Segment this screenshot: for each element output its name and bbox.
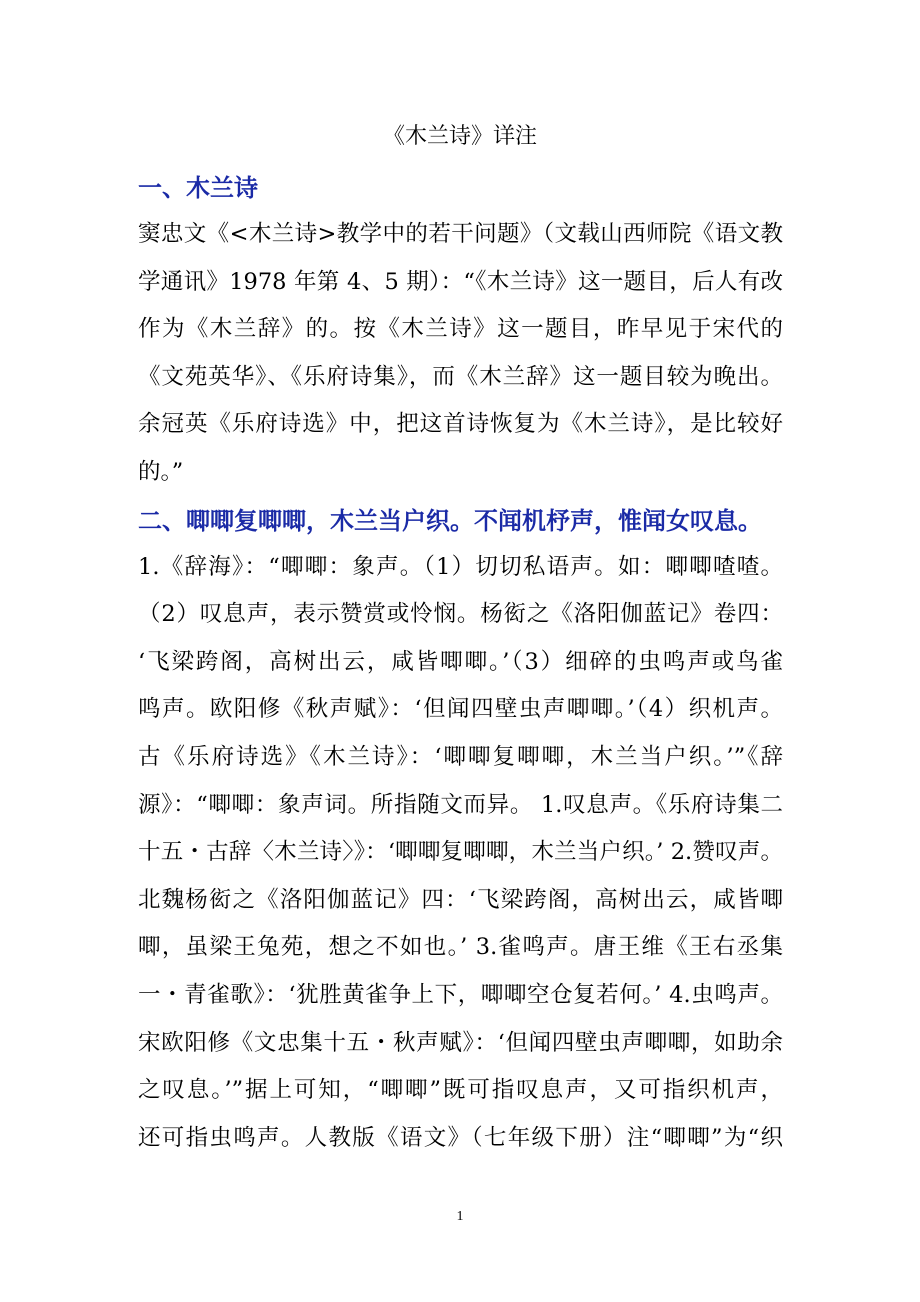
paragraph-line: 宋欧阳修《文忠集十五・秋声赋》：‘但闻四壁虫声唧唧，如助余 <box>138 1029 783 1056</box>
paragraph-line: 古《乐府诗选》《木兰诗》：‘唧唧复唧唧，木兰当户织。’”《辞 <box>138 743 783 770</box>
paragraph-line: 作为《木兰辞》的。按《木兰诗》这一题目，昨早见于宋代的 <box>138 316 783 343</box>
section-1-paragraph <box>138 211 783 497</box>
document-body <box>138 164 783 1162</box>
section-heading-1: 一、木兰诗 <box>138 173 258 202</box>
paragraph-line: 窦忠文《<木兰诗>教学中的若干问题》（文载山西师院《语文教 <box>138 221 783 247</box>
page-number: 1 <box>456 1209 464 1224</box>
paragraph-line: 源》：“唧唧：象声词。所指随文而异。 1.叹息声。《乐府诗集二 <box>138 791 783 818</box>
paragraph-line: 余冠英《乐府诗选》中，把这首诗恢复为《木兰诗》，是比较好 <box>138 411 783 438</box>
paragraph-line: 《文苑英华》、《乐府诗集》，而《木兰辞》这一题目较为晚出。 <box>138 363 783 390</box>
paragraph-line: 北魏杨衒之《洛阳伽蓝记》四：‘飞梁跨阁，高树出云，咸皆唧 <box>138 886 783 913</box>
paragraph-line: 唧，虽梁王兔苑，想之不如也。’ 3.雀鸣声。唐王维《王右丞集 <box>138 934 783 961</box>
paragraph-line: 一・青雀歌》：‘犹胜黄雀争上下，唧唧空仓复若何。’ 4.虫鸣声。 <box>138 981 783 1008</box>
paragraph-line: （2）叹息声，表示赞赏或怜悯。杨衒之《洛阳伽蓝记》卷四： <box>138 601 783 628</box>
document-title: 《木兰诗》详注 <box>382 124 537 149</box>
paragraph-line: 十五・古辞〈木兰诗〉》：‘唧唧复唧唧，木兰当户织。’ 2.赞叹声。 <box>138 839 783 866</box>
paragraph-line: 学通讯》1978 年第 4、5 期）：“《木兰诗》这一题目，后人有改 <box>138 268 783 295</box>
paragraph-line: 鸣声。欧阳修《秋声赋》：‘但闻四壁虫声唧唧。’（4）织机声。 <box>138 696 783 723</box>
paragraph-line: 的。” <box>138 458 184 485</box>
paragraph-line: 还可指虫鸣声。人教版《语文》（七年级下册）注“唧唧”为“织 <box>138 1124 783 1151</box>
paragraph-line: 之叹息。’”据上可知，“唧唧”既可指叹息声，又可指织机声， <box>138 1077 783 1104</box>
section-heading-2: 二、唧唧复唧唧，木兰当户织。不闻机杼声，惟闻女叹息。 <box>138 505 762 535</box>
paragraph-line: ‘飞梁跨阁，高树出云，咸皆唧唧。’（3）细碎的虫鸣声或鸟雀 <box>138 648 783 675</box>
paragraph-line: 1.《辞海》：“唧唧：象声。（1）切切私语声。如：唧唧喳喳。 <box>138 553 783 580</box>
section-2-paragraph <box>138 544 783 1163</box>
